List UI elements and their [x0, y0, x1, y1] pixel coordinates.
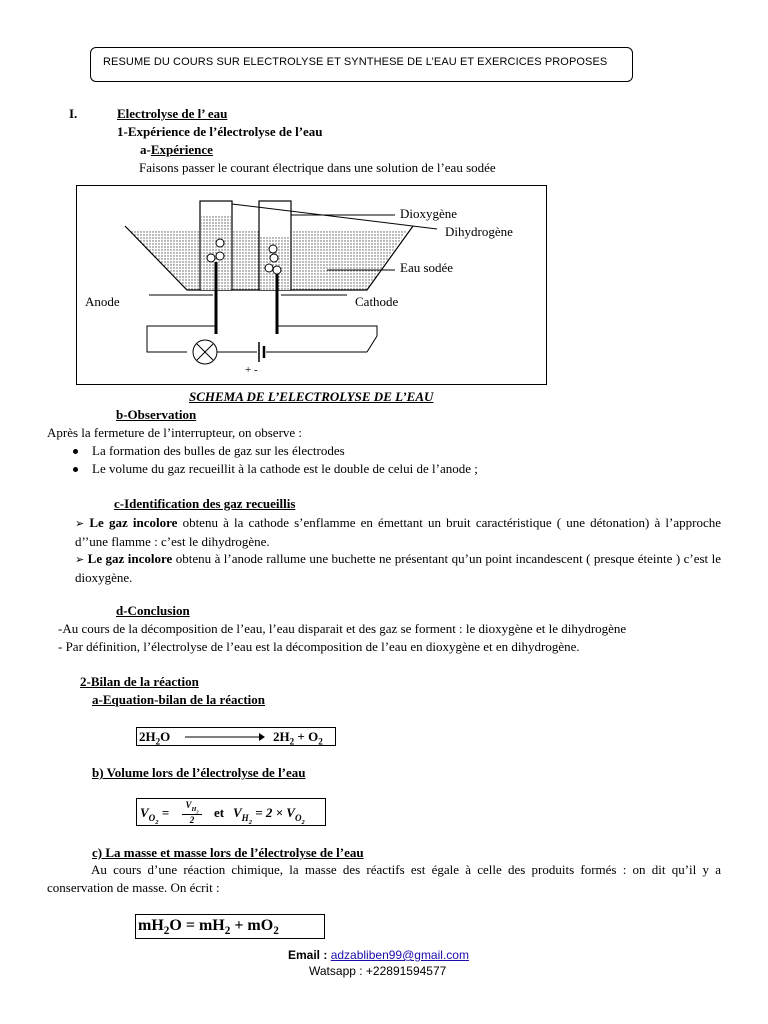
subsection-1a-prefix: a- [140, 142, 151, 157]
volume-equation-box [136, 798, 326, 826]
electrolysis-diagram [76, 185, 547, 385]
volume-title: b) Volume lors de l’électrolyse de l’eau [92, 765, 306, 780]
document-title: RESUME DU COURS SUR ELECTROLYSE ET SYNTHESE DE L’EAU ET EXERCICES PROPOSES [103, 56, 608, 68]
footer-email [288, 948, 469, 962]
observation-title: b-Observation [116, 407, 197, 422]
bubble [269, 245, 277, 253]
footer-whatsapp: Watsapp : +22891594577 [309, 964, 447, 978]
identification-paragraph-2 [75, 550, 721, 587]
mass-equation-box [135, 914, 325, 939]
section-title: Electrolyse de l’ eau [117, 106, 228, 121]
observation-intro: Après la fermeture de l’interrupteur, on observe : [47, 425, 303, 440]
observation-item-1: La formation des bulles de gaz sur les électrodes [92, 443, 345, 458]
volume-equation-2: $V_{H_2} = 2 \times V_{O_2}$ [233, 805, 305, 826]
reaction-arrow-icon [185, 733, 265, 741]
bullet [73, 467, 78, 472]
equation-title: a-Equation-bilan de la réaction [92, 692, 265, 707]
diagram-caption: SCHEMA DE L’ELECTROLYSE DE L’EAU [189, 389, 434, 404]
mass-equation: $mH_2O = mH_2 + mO_2$ [138, 917, 279, 938]
section-number: I. [69, 106, 78, 121]
label-eau-sodee: Eau sodée [400, 260, 454, 275]
electrolysis-schematic [77, 186, 546, 384]
arrow-bullet-icon: ➢ [75, 518, 85, 530]
identification-paragraph-1 [75, 514, 721, 551]
arrow-bullet-icon: ➢ [75, 554, 85, 566]
bubble [273, 266, 281, 274]
equation-box [136, 727, 336, 746]
switch [367, 336, 377, 352]
conclusion-line-2: - Par définition, l’électrolyse de l’eau est la décomposition de l’eau en dioxygène et en dihydrogène. [58, 639, 580, 654]
subsection-1a-label: Expérience [150, 142, 213, 157]
conclusion-line-1: -Au cours de la décomposition de l’eau, l’eau disparait et des gaz se forment : le dioxygène et le dihydrogène [58, 621, 627, 636]
right-tube-liquid [260, 237, 290, 290]
experience-intro: Faisons passer le courant électrique dans une solution de l’eau sodée [139, 160, 496, 175]
bubble [207, 254, 215, 262]
subsection-1a-title [140, 142, 213, 158]
volume-fraction: $V_{H_2}$ 2 [182, 800, 202, 825]
bubble [270, 254, 278, 262]
label-dihydrogene: Dihydrogène [445, 224, 513, 239]
observation-item-2: Le volume du gaz recueillit à la cathode est le double de celui de l’anode ; [92, 461, 478, 476]
title-box [90, 47, 633, 82]
equation-products: $2H_2 + O_2$ [273, 729, 323, 747]
label-dioxygene: Dioxygène [400, 206, 458, 221]
conclusion-title: d-Conclusion [116, 603, 190, 618]
label-cathode: Cathode [355, 294, 399, 309]
equation-reactant: $2H_2O$ [139, 729, 171, 747]
circuit-wire-top [277, 326, 377, 336]
identification-p2-bold: Le gaz incolore [87, 551, 173, 566]
bullet [73, 449, 78, 454]
volume-et: et [214, 805, 225, 820]
identification-p1-text: obtenu à la cathode s’enflamme en émettant un bruit caractéristique ( une détonation) à l’approche d’’une flamme : c’est le dihydrogène. [75, 515, 721, 549]
volume-equation: $V_{O_2}$ = [140, 805, 170, 826]
label-polarity: + - [245, 364, 258, 376]
bilan-title: 2-Bilan de la réaction [80, 674, 199, 689]
identification-p1-bold: Le gaz incolore [89, 515, 178, 530]
email-link[interactable]: adzabliben99@gmail.com [330, 948, 469, 962]
identification-title: c-Identification des gaz recueillis [114, 496, 296, 511]
bubble [216, 239, 224, 247]
mass-title: c) La masse et masse lors de l’électrolyse de l’eau [92, 845, 364, 860]
identification-p2-text: obtenu à l’anode rallume une buchette ne présentant qu’un point incandescent ( presque éteinte ) c’est le dioxygène. [75, 551, 721, 585]
bubble [216, 252, 224, 260]
subsection-1-title: 1-Expérience de l’électrolyse de l’eau [117, 124, 323, 139]
label-anode: Anode [85, 294, 120, 309]
bubble [265, 264, 273, 272]
footer-email-label: Email : [288, 948, 331, 962]
mass-text: Au cours d’une réaction chimique, la masse des réactifs est égale à celle des produits formés : on dit qu’il y a conservation de masse. On écrit : [47, 862, 721, 895]
